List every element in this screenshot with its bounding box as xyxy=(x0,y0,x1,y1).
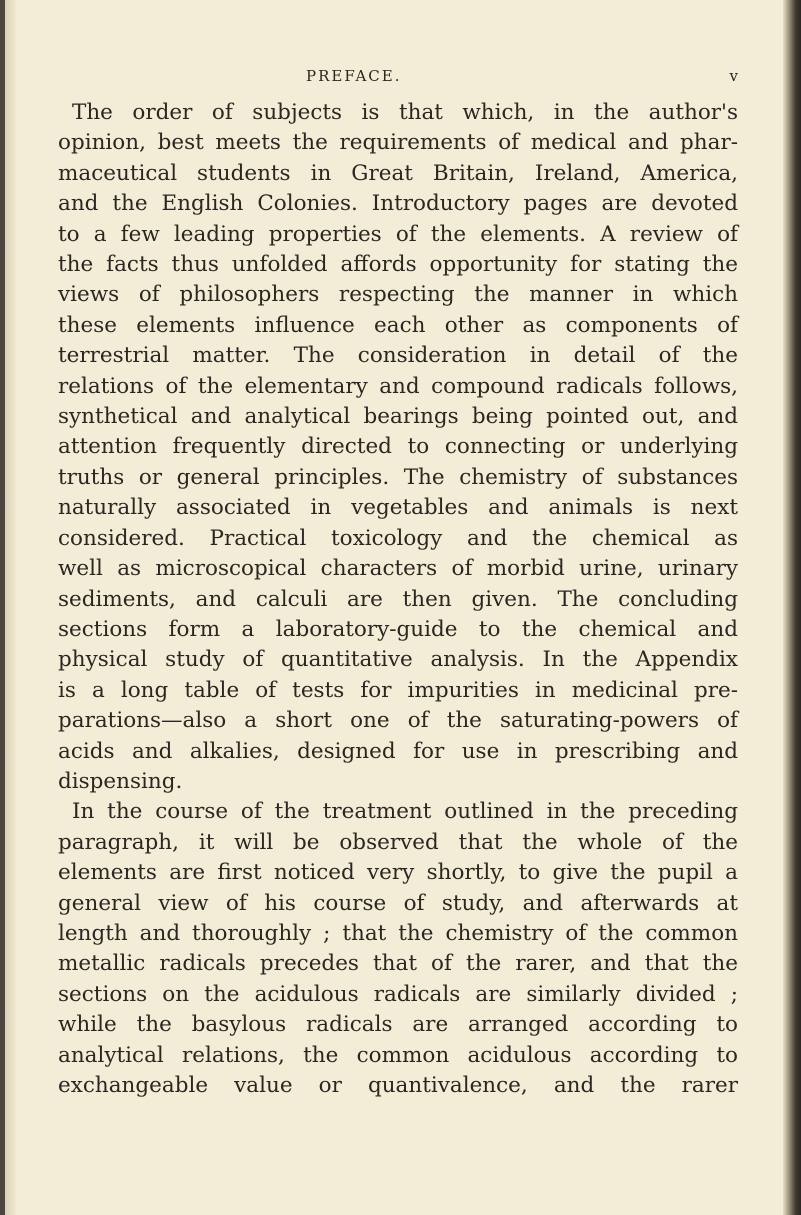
text-line: terrestrial matter. The consideration in detail of the xyxy=(58,343,738,369)
text-line: paragraph, it will be observed that the whole of the xyxy=(58,829,738,855)
text-line: sections form a laboratory-guide to the chemical and xyxy=(58,616,738,642)
text-line: the facts thus unfolded affords opportunity for stating the xyxy=(58,252,738,278)
text-line: maceutical students in Great Britain, Ireland, America, xyxy=(58,160,738,186)
text-line: acids and alkalies, designed for use in prescribing and xyxy=(58,738,738,764)
text-line: elements are first noticed very shortly, to give the pupil a xyxy=(58,860,738,886)
text-line: considered. Practical toxicology and the chemical as xyxy=(58,525,738,551)
text-line: well as microscopical characters of morbid urine, urinary xyxy=(58,556,738,582)
text-line: to a few leading properties of the elements. A review of xyxy=(58,221,738,247)
text-line: general view of his course of study, and afterwards at xyxy=(58,890,738,916)
text-line: metallic radicals precedes that of the rarer, and that the xyxy=(58,951,738,977)
page-number: v xyxy=(729,67,738,85)
text-line: and the English Colonies. Introductory pages are devoted xyxy=(58,191,738,217)
text-line: exchangeable value or quantivalence, and the rarer xyxy=(58,1073,738,1098)
text-line: dispensing. xyxy=(58,768,183,794)
text-line: physical study of quantitative analysis. In the Appendix xyxy=(58,647,738,673)
text-line: parations—also a short one of the saturating-powers of xyxy=(58,708,738,734)
text-line: while the basylous radicals are arranged according to xyxy=(58,1012,738,1038)
text-line: synthetical and analytical bearings being pointed out, and xyxy=(58,404,738,430)
text-line: opinion, best meets the requirements of medical and phar- xyxy=(58,130,738,156)
text-line: attention frequently directed to connecting or underlying xyxy=(58,434,738,460)
preface-body xyxy=(58,98,738,1101)
text-line: is a long table of tests for impurities in medicinal pre- xyxy=(58,677,738,703)
text-line: naturally associated in vegetables and animals is next xyxy=(58,495,738,521)
text-line: views of philosophers respecting the manner in which xyxy=(58,282,738,308)
text-line: these elements influence each other as components of xyxy=(58,312,738,338)
text-line: analytical relations, the common acidulous according to xyxy=(58,1042,738,1068)
text-line: sediments, and calculi are then given. The concluding xyxy=(58,586,738,612)
page-right-edge xyxy=(783,0,801,1215)
text-line: In the course of the treatment outlined in the preceding xyxy=(72,799,738,825)
page-gutter-shadow xyxy=(5,0,17,1215)
text-line: The order of subjects is that which, in the author's xyxy=(72,100,738,125)
text-line: truths or general principles. The chemistry of substances xyxy=(58,464,738,490)
text-line: sections on the acidulous radicals are similarly divided ; xyxy=(58,981,738,1007)
text-line: length and thoroughly ; that the chemistry of the common xyxy=(58,920,738,946)
page-header xyxy=(60,57,750,91)
running-head: PREFACE. xyxy=(306,67,402,85)
text-line: relations of the elementary and compound radicals follows, xyxy=(58,373,738,399)
